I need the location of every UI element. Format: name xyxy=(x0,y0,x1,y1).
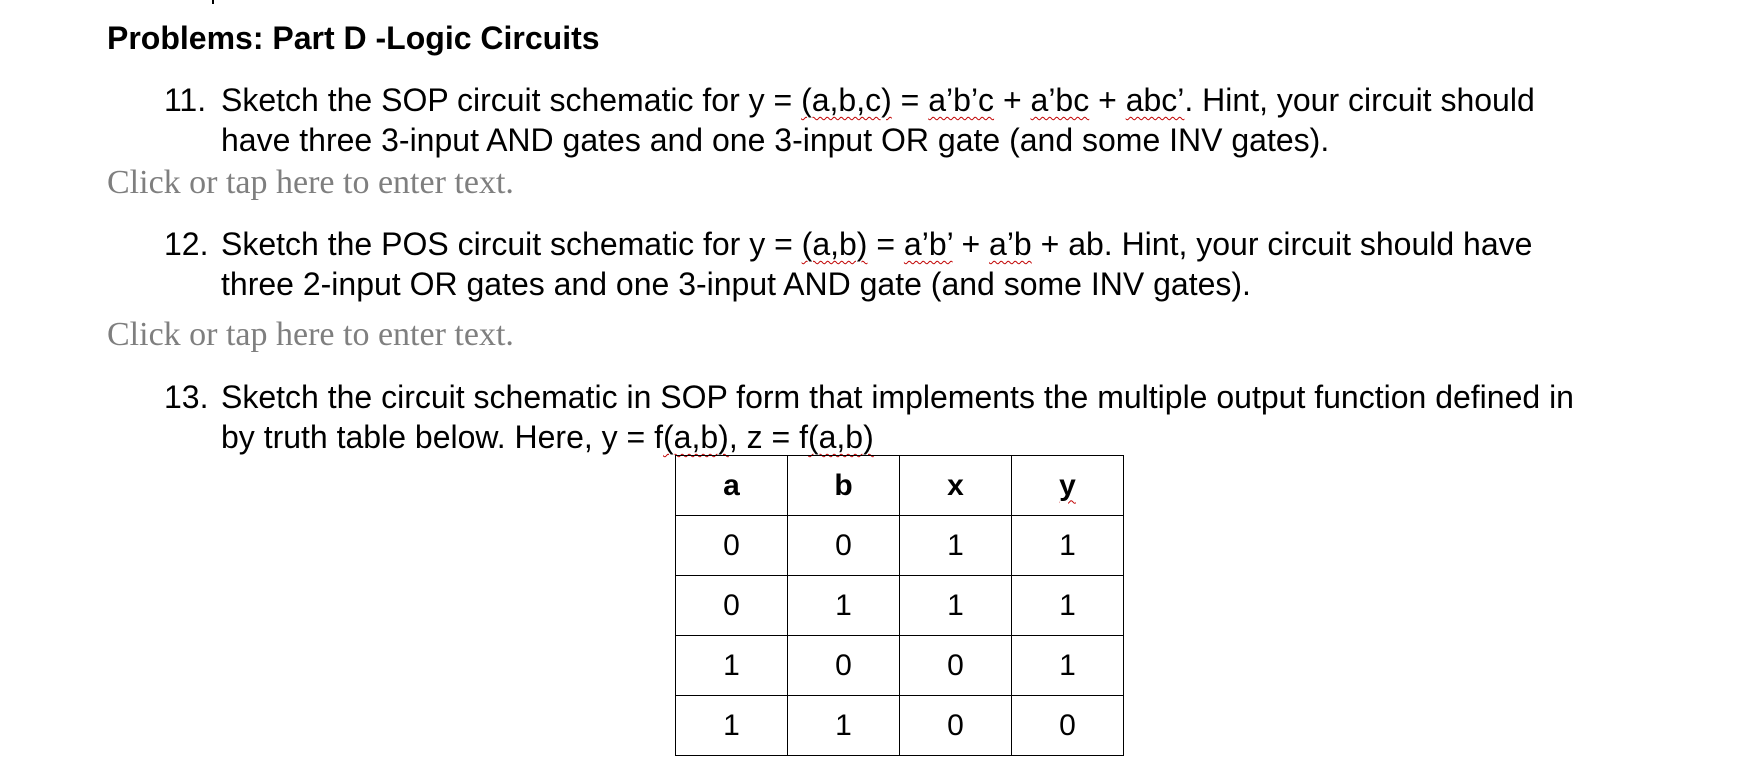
problem-11-line-2: have three 3-input AND gates and one 3-input OR gate (and some INV gates). xyxy=(221,122,1330,158)
page-edge-mark xyxy=(212,0,214,4)
problem-11-number: 11. xyxy=(164,82,207,118)
spellcheck-flag[interactable]: (a,b) xyxy=(663,419,729,455)
truth-table-cell: 0 xyxy=(788,516,900,576)
truth-table-header-cell: a xyxy=(676,456,788,516)
problem-11-line-1: 11. Sketch the SOP circuit schematic for y = (a,b,c) = a’b’c + a’bc + abc’. Hint, your circuit should xyxy=(164,82,1535,118)
spellcheck-flag[interactable]: (a,b) xyxy=(801,226,868,262)
truth-table-cell: 1 xyxy=(788,576,900,636)
truth-table-cell: 0 xyxy=(788,636,900,696)
truth-table-cell: 1 xyxy=(1012,516,1124,576)
truth-table-header-cell xyxy=(1012,456,1124,516)
truth-table-header-cell: x xyxy=(900,456,1012,516)
truth-table-cell: 1 xyxy=(676,696,788,756)
problem-12-number: 12. xyxy=(164,226,209,262)
spellcheck-flag[interactable]: abc’ xyxy=(1125,82,1185,118)
problem-12-line-1: 12. Sketch the POS circuit schematic for y = (a,b) = a’b’ + a’b + ab. Hint, your circuit should have xyxy=(164,226,1533,262)
truth-table-row xyxy=(676,636,1124,696)
spellcheck-flag[interactable]: a’bc xyxy=(1030,82,1090,118)
spellcheck-flag[interactable]: (a,b) xyxy=(807,419,874,455)
problem-13-number: 13. xyxy=(164,379,209,415)
truth-table-cell: 0 xyxy=(676,576,788,636)
truth-table-header-row xyxy=(676,456,1124,516)
problem-13-line-1: 13. Sketch the circuit schematic in SOP form that implements the multiple output function defined in xyxy=(164,379,1574,415)
answer-11-placeholder[interactable]: Click or tap here to enter text. xyxy=(107,164,514,201)
answer-12-placeholder[interactable]: Click or tap here to enter text. xyxy=(107,316,514,353)
spellcheck-flag[interactable]: y xyxy=(1059,468,1076,502)
truth-table-cell: 0 xyxy=(1012,696,1124,756)
spellcheck-flag[interactable]: a’b xyxy=(989,226,1032,262)
truth-table-cell: 1 xyxy=(676,636,788,696)
truth-table-header-cell: b xyxy=(788,456,900,516)
section-heading: Problems: Part D -Logic Circuits xyxy=(107,20,600,56)
truth-table xyxy=(675,455,1124,756)
problem-12-line-2: three 2-input OR gates and one 3-input AND gate (and some INV gates). xyxy=(221,266,1251,302)
truth-table-cell: 1 xyxy=(1012,576,1124,636)
problem-12 xyxy=(164,224,1532,304)
truth-table-row xyxy=(676,696,1124,756)
truth-table-cell: 1 xyxy=(788,696,900,756)
truth-table-row xyxy=(676,576,1124,636)
problem-13 xyxy=(164,377,1574,457)
spellcheck-flag[interactable]: a’b’c xyxy=(928,82,995,118)
truth-table-cell: 1 xyxy=(900,576,1012,636)
problem-13-line-2: by truth table below. Here, y = f(a,b), z = f(a,b) xyxy=(221,419,874,455)
spellcheck-flag[interactable]: (a,b,c) xyxy=(801,82,892,118)
spellcheck-flag[interactable]: a’b’ xyxy=(903,226,953,262)
problem-11 xyxy=(164,80,1535,160)
truth-table-cell: 1 xyxy=(1012,636,1124,696)
truth-table-cell: 1 xyxy=(900,516,1012,576)
truth-table-cell: 0 xyxy=(900,696,1012,756)
truth-table-cell: 0 xyxy=(900,636,1012,696)
truth-table-row xyxy=(676,516,1124,576)
truth-table-cell: 0 xyxy=(676,516,788,576)
